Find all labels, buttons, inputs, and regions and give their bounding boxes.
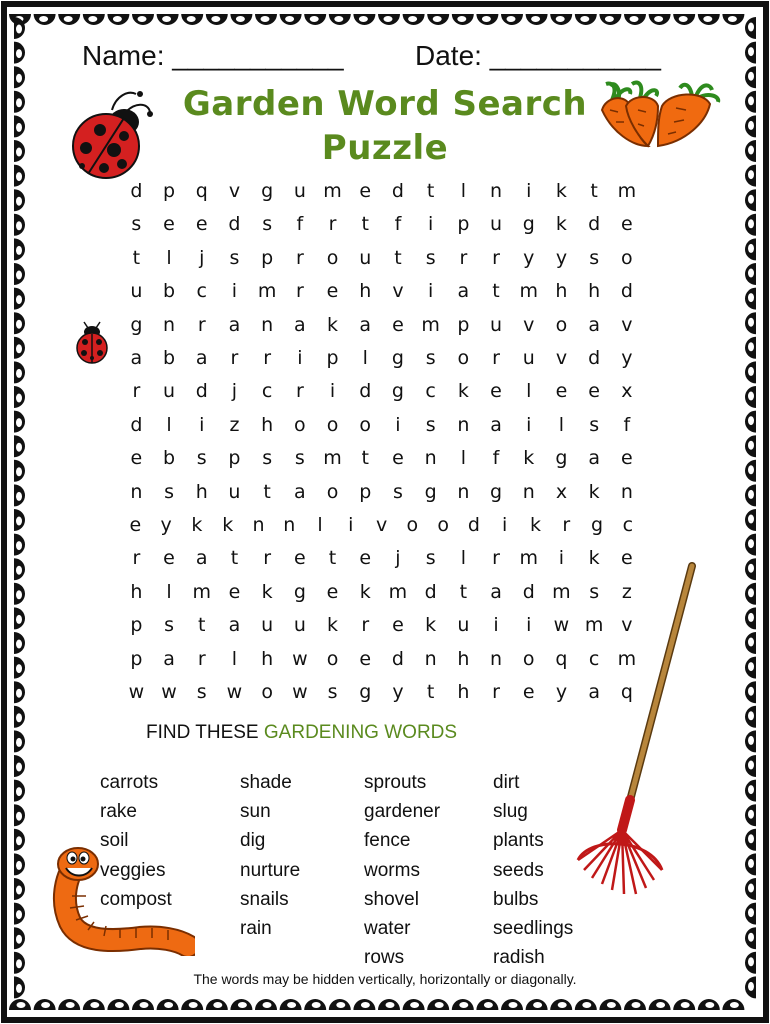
grid-letter[interactable]: o [359, 413, 372, 436]
grid-letter[interactable]: s [294, 447, 305, 470]
grid-letter[interactable]: n [490, 180, 503, 202]
grid-letter[interactable]: y [523, 246, 535, 269]
grid-letter[interactable]: k [222, 514, 234, 536]
grid-letter[interactable]: i [526, 614, 532, 637]
grid-letter[interactable]: g [590, 514, 604, 536]
grid-letter[interactable]: c [196, 280, 207, 303]
grid-letter[interactable]: e [359, 547, 372, 570]
grid-letter[interactable]: i [199, 413, 205, 436]
find-heading-accent: GARDENING WORDS [263, 722, 458, 743]
word-item: water [364, 918, 411, 940]
grid-letter[interactable]: p [261, 246, 274, 269]
grid-letter[interactable]: x [621, 380, 633, 403]
grid-letter[interactable]: p [130, 614, 143, 637]
grid-letter[interactable]: v [555, 347, 568, 369]
grid-letter[interactable]: i [297, 347, 303, 369]
grid-letter[interactable]: a [588, 681, 600, 703]
grid-letter[interactable]: a [228, 614, 241, 637]
grid-letter[interactable]: t [132, 246, 141, 269]
grid-letter[interactable]: d [195, 380, 208, 403]
grid-letter[interactable]: r [230, 347, 239, 369]
grid-letter[interactable]: c [261, 380, 273, 403]
grid-letter[interactable]: v [621, 313, 633, 336]
grid-letter[interactable]: f [296, 213, 304, 236]
word-item: fence [364, 830, 411, 852]
grid-letter[interactable]: m [552, 580, 571, 603]
grid-letter[interactable]: m [323, 180, 342, 202]
grid-letter[interactable]: e [163, 547, 175, 570]
grid-letter[interactable]: z [621, 580, 632, 603]
grid-letter[interactable]: v [621, 614, 633, 637]
grid-letter[interactable]: u [293, 614, 306, 637]
grid-letter[interactable]: e [163, 213, 175, 236]
grid-letter[interactable]: o [522, 647, 535, 670]
grid-letter[interactable]: s [131, 213, 142, 236]
grid-letter[interactable]: n [424, 647, 437, 670]
grid-letter[interactable]: s [196, 447, 207, 470]
grid-letter[interactable]: s [425, 246, 436, 269]
grid-letter[interactable]: g [359, 681, 372, 703]
grid-letter[interactable]: i [493, 614, 499, 637]
grid-letter[interactable]: k [327, 614, 339, 637]
grid-letter[interactable]: r [197, 647, 206, 670]
word-item: rows [364, 947, 405, 969]
grid-letter[interactable]: t [394, 246, 402, 269]
grid-letter[interactable]: b [163, 347, 176, 369]
grid-letter[interactable]: s [392, 480, 403, 503]
grid-letter[interactable]: w [128, 681, 145, 703]
grid-letter[interactable]: h [261, 413, 274, 436]
word-item: sun [240, 801, 271, 823]
grid-letter[interactable]: d [130, 180, 143, 202]
grid-letter[interactable]: h [130, 580, 143, 603]
grid-letter[interactable]: l [166, 580, 172, 603]
grid-letter[interactable]: r [459, 246, 468, 269]
grid-letter[interactable]: s [262, 213, 273, 236]
grid-letter[interactable]: v [228, 180, 241, 202]
grid-letter[interactable]: m [421, 313, 440, 336]
title-line-2: Puzzle [321, 128, 449, 168]
grid-letter[interactable]: i [329, 380, 336, 403]
word-item: dig [240, 830, 266, 852]
grid-letter[interactable]: i [428, 280, 434, 303]
word-item: radish [493, 947, 545, 969]
grid-letter[interactable]: r [492, 347, 500, 369]
grid-letter[interactable]: i [502, 514, 508, 536]
grid-letter[interactable]: a [457, 280, 470, 303]
grid-letter[interactable]: y [160, 514, 172, 536]
grid-letter[interactable]: u [293, 180, 306, 202]
grid-letter[interactable]: k [523, 447, 535, 470]
grid-letter[interactable]: r [197, 313, 206, 336]
grid-letter[interactable]: o [457, 347, 470, 369]
grid-letter[interactable]: t [328, 547, 337, 570]
grid-letter[interactable]: a [490, 580, 502, 603]
ladybug-icon [70, 88, 160, 183]
word-item: dirt [493, 772, 520, 793]
grid-letter[interactable]: u [522, 347, 535, 369]
grid-letter[interactable]: m [257, 280, 277, 303]
grid-letter[interactable]: k [555, 213, 567, 236]
grid-letter[interactable]: k [359, 580, 371, 603]
grid-letter[interactable]: e [129, 514, 142, 536]
word-item: compost [100, 888, 172, 910]
page-title [150, 82, 620, 170]
word-item: sprouts [364, 772, 427, 793]
word-item: gardener [364, 801, 441, 823]
find-heading-prefix: FIND THESE [146, 722, 264, 743]
grid-letter[interactable]: a [588, 447, 600, 470]
word-item: plants [493, 830, 544, 852]
grid-letter[interactable]: w [292, 681, 308, 703]
grid-letter[interactable]: t [198, 614, 206, 637]
grid-letter[interactable]: y [555, 681, 568, 703]
grid-letter[interactable]: d [391, 647, 404, 670]
grid-letter[interactable]: m [388, 580, 408, 603]
grid-letter[interactable]: a [588, 313, 600, 336]
grid-letter[interactable]: h [359, 280, 372, 303]
word-item: snails [240, 888, 289, 910]
grid-letter[interactable]: a [294, 480, 306, 503]
grid-letter[interactable]: e [359, 180, 372, 202]
grid-letter[interactable]: p [359, 480, 372, 503]
grid-letter[interactable]: o [621, 246, 633, 269]
grid-letter[interactable]: g [261, 180, 274, 202]
grid-letter[interactable]: f [623, 413, 631, 436]
grid-letter[interactable]: h [261, 647, 274, 670]
grid-letter[interactable]: g [424, 480, 437, 503]
grid-letter[interactable]: k [457, 380, 469, 403]
grid-letter[interactable]: a [228, 313, 241, 336]
grid-letter[interactable]: a [294, 313, 306, 336]
grid-letter[interactable]: b [163, 280, 176, 303]
grid-letter[interactable]: n [424, 447, 437, 470]
grid-letter[interactable]: n [620, 480, 633, 503]
grid-letter[interactable]: d [424, 580, 437, 603]
grid-letter[interactable]: u [490, 213, 503, 236]
grid-letter[interactable]: o [555, 313, 568, 336]
word-column-4 [493, 768, 573, 972]
grid-letter[interactable]: d [391, 180, 404, 202]
grid-letter[interactable]: d [588, 347, 601, 369]
grid-letter[interactable]: e [392, 614, 404, 637]
grid-letter[interactable]: t [590, 180, 598, 202]
grid-letter[interactable]: y [392, 681, 404, 703]
grid-letter[interactable]: d [228, 213, 241, 236]
grid-letter[interactable]: e [490, 380, 502, 403]
grid-letter[interactable]: l [558, 413, 565, 436]
grid-letter[interactable]: w [161, 681, 177, 703]
grid-letter[interactable]: s [589, 413, 600, 436]
grid-letter[interactable]: e [326, 280, 339, 303]
grid-letter[interactable]: c [622, 514, 634, 536]
grid-letter[interactable]: o [437, 514, 449, 536]
grid-letter[interactable]: e [620, 547, 633, 570]
grid-letter[interactable]: m [323, 447, 342, 470]
carrots-icon [592, 80, 727, 150]
grid-letter[interactable]: s [327, 681, 338, 703]
grid-letter[interactable]: o [261, 681, 273, 703]
grid-letter[interactable]: r [562, 514, 571, 536]
grid-letter[interactable]: n [163, 313, 176, 336]
grid-letter[interactable]: p [326, 347, 339, 369]
grid-letter[interactable]: d [522, 580, 535, 603]
grid-letter[interactable]: l [362, 347, 368, 369]
grid-letter[interactable]: r [263, 347, 272, 369]
grid-letter[interactable]: i [428, 213, 434, 236]
grid-letter[interactable]: i [526, 413, 532, 436]
grid-letter[interactable]: v [392, 280, 404, 303]
grid-letter[interactable]: r [492, 681, 500, 703]
grid-letter[interactable]: e [130, 447, 143, 470]
grid-letter[interactable]: e [620, 213, 633, 236]
grid-letter[interactable]: o [326, 647, 339, 670]
grid-letter[interactable]: s [229, 246, 240, 269]
grid-letter[interactable]: e [228, 580, 241, 603]
grid-letter[interactable]: s [262, 447, 273, 470]
grid-letter[interactable]: t [492, 280, 500, 303]
grid-letter[interactable]: l [460, 547, 466, 570]
grid-letter[interactable]: x [555, 480, 568, 503]
grid-letter[interactable]: e [392, 447, 404, 470]
word-item: seedlings [493, 918, 574, 940]
grid-letter[interactable]: t [361, 213, 369, 236]
grid-letter[interactable]: j [231, 380, 238, 403]
grid-letter[interactable]: k [261, 580, 273, 603]
grid-letter[interactable]: f [394, 213, 402, 236]
grid-letter[interactable]: e [555, 380, 568, 403]
grid-letter[interactable]: j [395, 547, 401, 570]
grid-letter[interactable]: l [460, 447, 466, 470]
grid-letter[interactable]: p [228, 447, 241, 470]
word-item: veggies [100, 859, 166, 881]
grid-letter[interactable]: r [492, 246, 500, 269]
grid-letter[interactable]: r [328, 213, 337, 236]
grid-letter[interactable]: y [621, 347, 633, 369]
date-field-label: Date: ___________ [415, 40, 661, 71]
grid-letter[interactable]: s [425, 413, 436, 436]
footer-instructions: The words may be hidden vertically, horizontally or diagonally. [193, 971, 577, 987]
grid-letter[interactable]: p [457, 213, 470, 236]
grid-letter[interactable]: i [348, 514, 354, 536]
grid-letter[interactable]: r [295, 380, 304, 403]
find-words-heading [146, 722, 457, 744]
grid-letter[interactable]: o [406, 514, 419, 536]
grid-letter[interactable]: h [555, 280, 568, 303]
grid-letter[interactable]: k [191, 514, 203, 536]
grid-letter[interactable]: s [589, 580, 600, 603]
grid-letter[interactable]: n [261, 313, 274, 336]
grid-letter[interactable]: r [361, 614, 370, 637]
grid-letter[interactable]: h [457, 681, 470, 703]
word-item: rain [240, 918, 272, 940]
word-item: rake [100, 801, 137, 823]
title-line-1: Garden Word Search [182, 84, 588, 124]
grid-letter[interactable]: u [359, 246, 372, 269]
grid-letter[interactable]: b [163, 447, 176, 470]
small-ladybug-icon [74, 320, 110, 366]
rake-icon [570, 560, 700, 910]
word-column-3 [364, 768, 440, 972]
grid-letter[interactable]: s [425, 347, 436, 369]
grid-letter[interactable]: h [588, 280, 601, 303]
word-item: bulbs [493, 888, 539, 910]
grid-letter[interactable]: l [166, 413, 172, 436]
grid-letter[interactable]: l [460, 180, 466, 202]
grid-letter[interactable]: d [130, 413, 143, 436]
word-item: seeds [493, 859, 544, 881]
grid-letter[interactable]: n [522, 480, 535, 503]
word-item: nurture [240, 859, 301, 881]
grid-letter[interactable]: o [326, 413, 339, 436]
grid-letter[interactable]: a [130, 347, 143, 369]
grid-letter[interactable]: d [620, 280, 633, 303]
grid-letter[interactable]: f [492, 447, 500, 470]
grid-letter[interactable]: l [231, 647, 238, 670]
grid-letter[interactable]: c [425, 380, 436, 403]
grid-letter[interactable]: e [588, 380, 600, 403]
grid-letter[interactable]: g [522, 213, 535, 236]
grid-letter[interactable]: g [391, 347, 404, 369]
grid-letter[interactable]: q [620, 681, 633, 703]
grid-letter[interactable]: o [326, 480, 339, 503]
grid-letter[interactable]: g [391, 380, 404, 403]
grid-letter[interactable]: r [132, 380, 141, 403]
grid-letter[interactable]: v [375, 514, 388, 536]
grid-letter[interactable]: m [617, 180, 637, 202]
grid-letter[interactable]: a [359, 313, 372, 336]
grid-letter[interactable]: e [359, 647, 372, 670]
grid-letter[interactable]: r [295, 280, 304, 303]
grid-letter[interactable]: i [558, 547, 565, 570]
grid-letter[interactable]: a [195, 547, 208, 570]
grid-letter[interactable]: t [426, 180, 435, 202]
grid-letter[interactable]: n [130, 480, 143, 503]
grid-letter[interactable]: q [195, 180, 208, 202]
grid-letter[interactable]: i [526, 180, 532, 202]
grid-letter[interactable]: n [252, 514, 265, 536]
grid-letter[interactable]: c [588, 647, 600, 670]
grid-letter[interactable]: r [295, 246, 304, 269]
grid-letter[interactable]: k [425, 614, 437, 637]
grid-letter[interactable]: l [526, 380, 532, 403]
grid-letter[interactable]: m [519, 280, 538, 303]
grid-letter[interactable]: k [529, 514, 541, 536]
grid-letter[interactable]: a [163, 647, 175, 670]
grid-letter[interactable]: k [555, 180, 567, 202]
grid-letter[interactable]: s [164, 614, 174, 637]
grid-letter[interactable]: h [195, 480, 208, 503]
grid-letter[interactable]: k [588, 547, 600, 570]
grid-letter[interactable]: d [359, 380, 372, 403]
grid-letter[interactable]: y [555, 246, 568, 269]
grid-letter[interactable]: i [395, 413, 401, 436]
word-item: soil [100, 830, 129, 852]
grid-letter[interactable]: m [192, 580, 211, 603]
grid-letter[interactable]: w [226, 681, 243, 703]
grid-letter[interactable]: r [492, 547, 500, 570]
grid-letter[interactable]: a [490, 413, 502, 436]
grid-letter[interactable]: m [519, 547, 538, 570]
grid-letter[interactable]: o [326, 246, 339, 269]
grid-letter[interactable]: t [459, 580, 468, 603]
grid-letter[interactable]: p [163, 180, 176, 202]
grid-letter[interactable]: z [229, 413, 240, 436]
word-item: slug [493, 801, 528, 823]
grid-letter[interactable]: g [293, 580, 306, 603]
grid-letter[interactable]: q [555, 647, 568, 670]
grid-letter[interactable]: d [588, 213, 601, 236]
grid-letter[interactable]: t [230, 547, 239, 570]
grid-letter[interactable]: m [584, 614, 604, 637]
word-item: shade [240, 772, 292, 793]
grid-letter[interactable]: g [130, 313, 143, 336]
grid-letter[interactable]: t [263, 480, 271, 503]
grid-letter[interactable]: l [166, 246, 172, 269]
grid-letter[interactable]: u [163, 380, 176, 403]
grid-letter[interactable]: e [326, 580, 339, 603]
grid-letter[interactable]: e [522, 681, 535, 703]
grid-letter[interactable]: s [196, 681, 207, 703]
grid-letter[interactable]: u [228, 480, 241, 503]
grid-letter[interactable]: n [457, 480, 470, 503]
grid-letter[interactable]: w [292, 647, 308, 670]
grid-letter[interactable]: e [293, 547, 306, 570]
grid-letter[interactable]: g [555, 447, 568, 470]
grid-letter[interactable]: a [195, 347, 208, 369]
grid-letter[interactable]: s [164, 480, 174, 503]
grid-letter[interactable]: n [283, 514, 296, 536]
grid-letter[interactable]: u [130, 280, 143, 303]
grid-letter[interactable]: k [327, 313, 339, 336]
grid-letter[interactable]: g [490, 480, 503, 503]
grid-letter[interactable]: r [132, 547, 141, 570]
grid-letter[interactable]: m [617, 647, 637, 670]
grid-letter[interactable]: j [199, 246, 205, 269]
grid-letter[interactable]: n [490, 647, 503, 670]
grid-letter[interactable]: l [317, 514, 323, 536]
grid-letter[interactable]: e [195, 213, 208, 236]
grid-letter[interactable]: d [467, 514, 480, 536]
word-item: shovel [364, 888, 419, 910]
grid-letter[interactable]: e [620, 447, 633, 470]
grid-letter[interactable]: s [425, 547, 436, 570]
grid-letter[interactable]: n [457, 413, 470, 436]
grid-letter[interactable]: p [457, 313, 470, 336]
grid-letter[interactable]: u [457, 614, 470, 637]
grid-letter[interactable]: t [361, 447, 369, 470]
grid-letter[interactable]: k [588, 480, 600, 503]
name-field-label: Name: ___________ [82, 40, 344, 71]
grid-letter[interactable]: u [261, 614, 274, 637]
grid-letter[interactable]: t [426, 681, 435, 703]
grid-letter[interactable]: r [263, 547, 272, 570]
grid-letter[interactable]: h [457, 647, 470, 670]
worm-icon [50, 846, 195, 956]
word-item: carrots [100, 772, 159, 793]
grid-letter[interactable]: u [490, 313, 503, 336]
word-column-2 [240, 768, 300, 943]
grid-letter[interactable]: i [231, 280, 238, 303]
grid-letter[interactable]: e [392, 313, 404, 336]
grid-letter[interactable]: p [130, 647, 143, 670]
grid-letter[interactable]: v [523, 313, 535, 336]
grid-letter[interactable]: s [589, 246, 600, 269]
grid-letter[interactable]: o [294, 413, 306, 436]
word-item: worms [364, 859, 420, 881]
grid-letter[interactable]: w [553, 614, 570, 637]
